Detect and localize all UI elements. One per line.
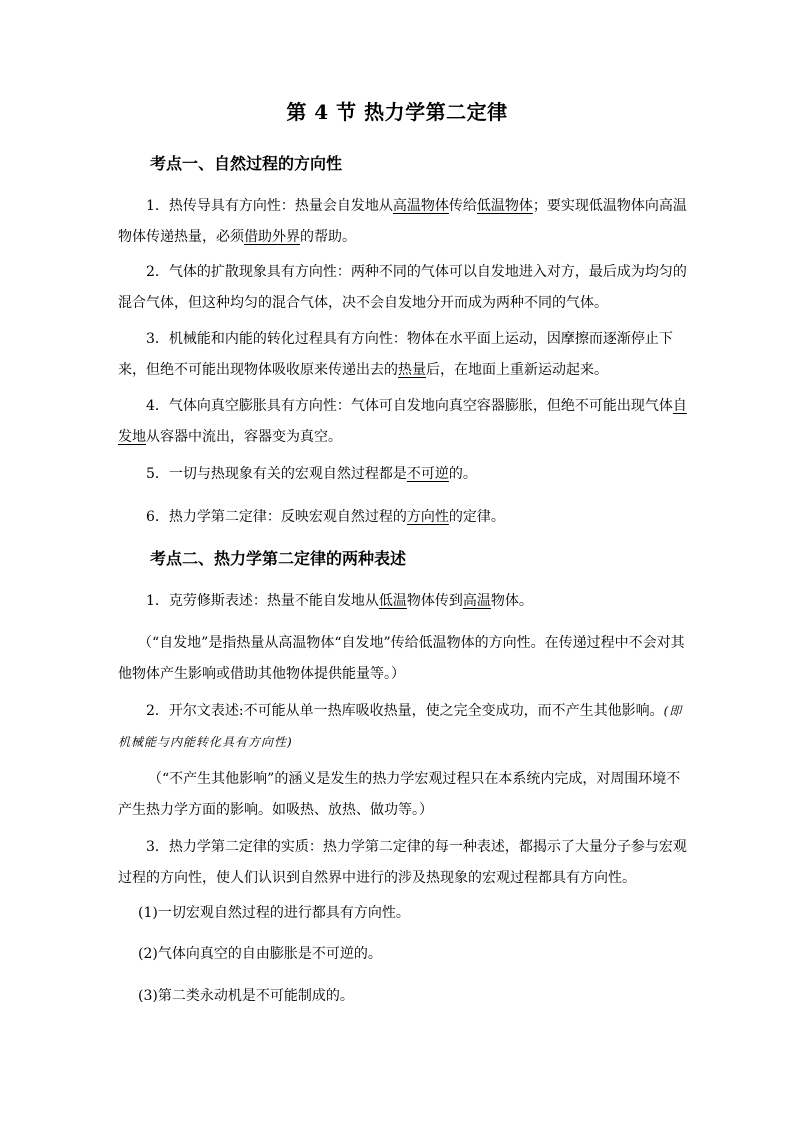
paragraph-9: 2．开尔文表述:不可能从单一热库吸收热量，使之完全变成功，而不产生其他影响。(即机械能与内能转化具有方向性) bbox=[118, 703, 683, 749]
paragraph-4: 4．气体向真空膨胀具有方向性：气体可自发地向真空容器膨胀，但绝不可能出现气体自发地从容器中流出，容器变为真空。 bbox=[118, 398, 687, 445]
paragraph-1: 1．热传导具有方向性：热量会自发地从高温物体传给低温物体；要实现低温物体向高温物体传递热量，必须借助外界的帮助。 bbox=[118, 198, 687, 245]
paragraph-6: 6．热力学第二定律：反映宏观自然过程的方向性的定律。 bbox=[146, 509, 505, 525]
paragraph-8: （“自发地”是指热量从高温物体“自发地”传给低温物体的方向性。在传递过程中不会对其他物体产生影响或借助其他物体提供能量等。） bbox=[118, 635, 685, 682]
list-item-1: (1)一切宏观自然过程的进行都具有方向性。 bbox=[138, 905, 410, 921]
paragraph-3: 3．机械能和内能的转化过程具有方向性：物体在水平面上运动，因摩擦而逐渐停止下来，但绝不可能出现物体吸收原来传递出去的热量后，在地面上重新运动起来。 bbox=[118, 331, 673, 378]
paragraph-11: 3．热力学第二定律的实质：热力学第二定律的每一种表述，都揭示了大量分子参与宏观过程的方向性，使人们认识到自然界中进行的涉及热现象的宏观过程都具有方向性。 bbox=[118, 839, 687, 886]
paragraph-10: （“不产生其他影响”的涵义是发生的热力学宏观过程只在本系统内完成，对周围环境不产生热力学方面的影响。如吸热、放热、做功等。） bbox=[118, 771, 681, 818]
list-item-2: (2)气体向真空的自由膨胀是不可逆的。 bbox=[138, 946, 382, 962]
section-heading-1: 考点一、自然过程的方向性 bbox=[150, 154, 343, 173]
section-heading-2: 考点二、热力学第二定律的两种表述 bbox=[150, 549, 407, 568]
paragraph-7: 1．克劳修斯表述：热量不能自发地从低温物体传到高温物体。 bbox=[146, 593, 533, 609]
paragraph-2: 2．气体的扩散现象具有方向性：两种不同的气体可以自发地进入对方，最后成为均匀的混合气体，但这种均匀的混合气体，决不会自发地分开而成为两种不同的气体。 bbox=[118, 264, 687, 311]
page-title: 第 4 节 热力学第二定律 bbox=[286, 100, 508, 124]
paragraph-5: 5．一切与热现象有关的宏观自然过程都是不可逆的。 bbox=[146, 466, 477, 482]
list-item-3: (3)第二类永动机是不可能制成的。 bbox=[138, 988, 354, 1004]
